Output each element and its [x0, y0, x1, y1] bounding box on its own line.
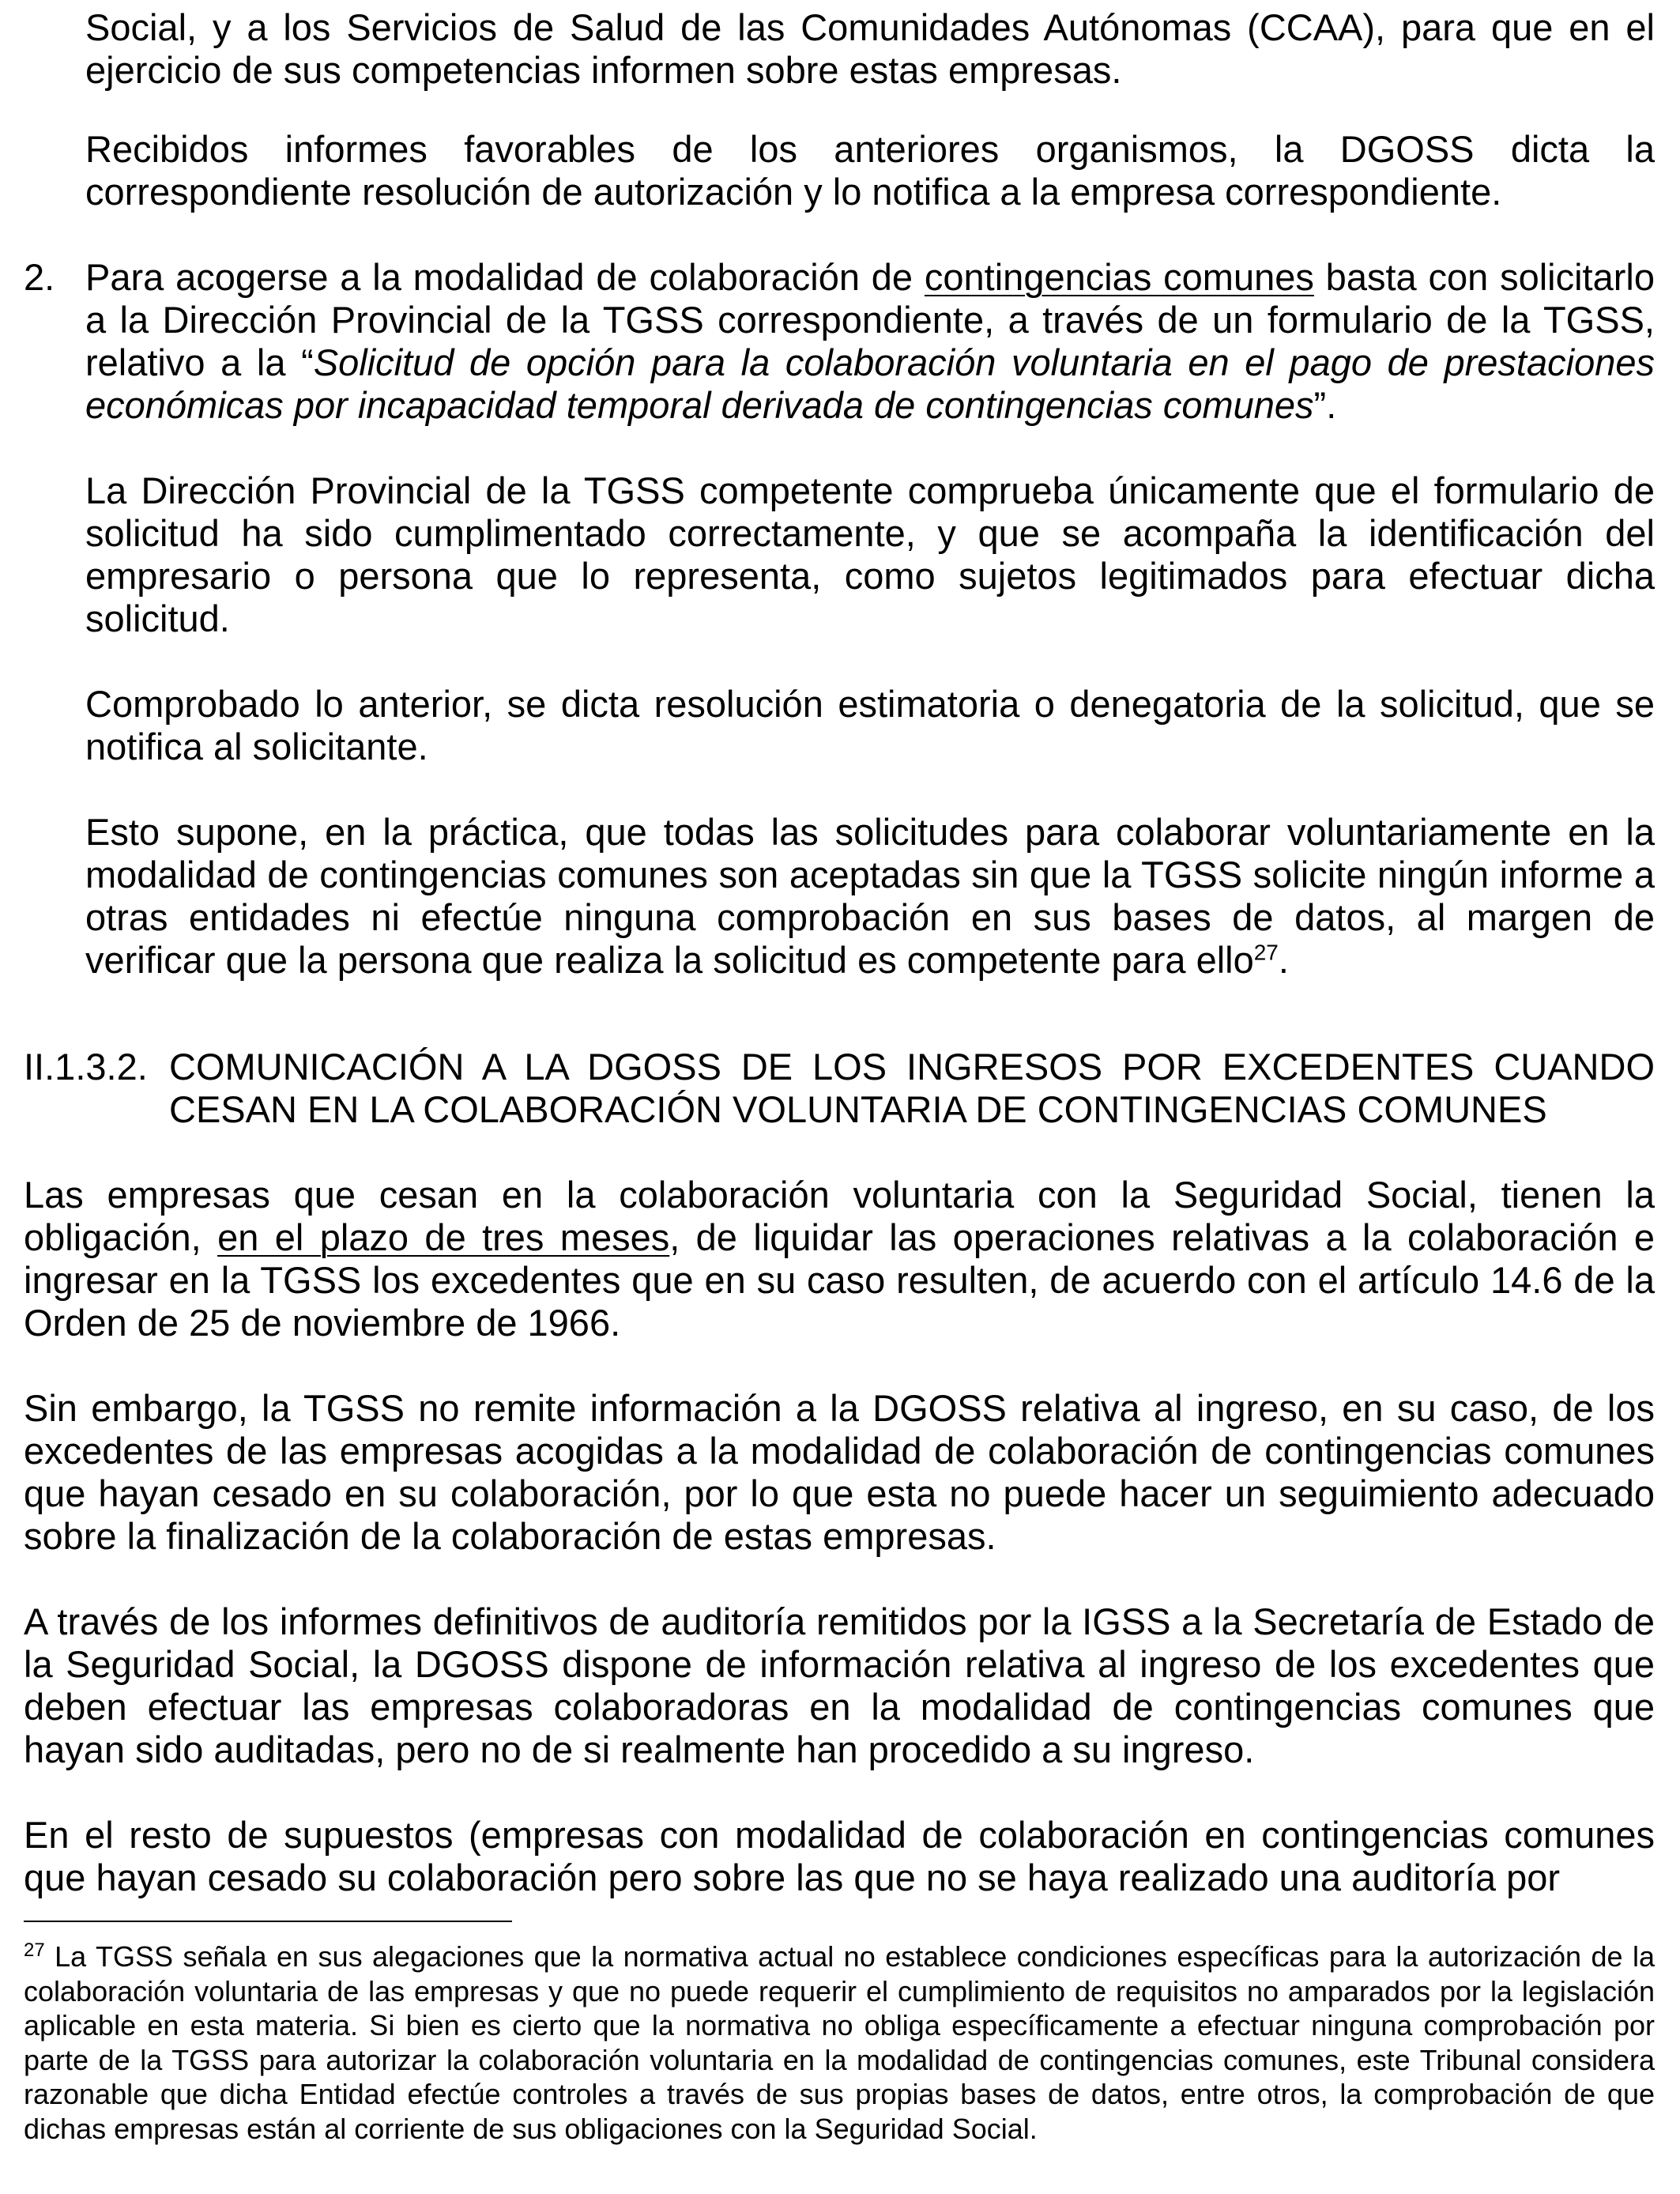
paragraph-cessation-obligation — [24, 1174, 1655, 1344]
item2-text-middle: basta con solicitarlo a la Dirección Provincial de la TGSS correspondiente, a través de un formulario de la TGSS, relativo a la “ — [85, 256, 1655, 383]
section-number: II.1.3.2. — [24, 1046, 148, 1088]
footnote-27 — [24, 1940, 1655, 2146]
section-heading: COMUNICACIÓN A LA DGOSS DE LOS INGRESOS POR EXCEDENTES CUANDO CESAN EN LA COLABORACIÓN VOLUNTARIA DE CONTINGENCIAS COMUNES — [169, 1046, 1655, 1130]
paragraph-resolution-notified: Comprobado lo anterior, se dicta resolución estimatoria o denegatoria de la solicitud, que se notifica al solicitante. — [85, 683, 1655, 767]
paragraph-remaining-cases: En el resto de supuestos (empresas con modalidad de colaboración en contingencias comunes que hayan cesado su colaboración pero sobre las que no se haya realizado una auditoría por — [24, 1814, 1655, 1898]
cessation-text-end: , de liquidar las operaciones relativas a la colaboración e ingresar en la TGSS los excedentes que en su caso resulten, de acuerdo con el artículo 14.6 de la Orden de 25 de noviembre de 1966. — [24, 1216, 1655, 1344]
paragraph-practice-consequence — [85, 811, 1655, 982]
item2-text-start: Para acogerse a la modalidad de colaboración de — [85, 256, 925, 298]
practice-text-end: . — [1278, 939, 1289, 981]
cessation-text-start: Las empresas que cesan en la colaboración voluntaria con la Seguridad Social, tienen la obligación, — [24, 1174, 1655, 1258]
footnote-mark: 27 — [24, 1940, 45, 1961]
underlined-three-months: en el plazo de tres meses — [217, 1216, 670, 1258]
paragraph-item-2 — [85, 256, 1655, 427]
paragraph-dgoss-resolution: Recibidos informes favorables de los anteriores organismos, la DGOSS dicta la correspondiente resolución de autorización y lo notifica a la empresa correspondiente. — [85, 128, 1655, 213]
footnote-text: La TGSS señala en sus alegaciones que la normativa actual no establece condiciones específicas para la autorización de la colaboración voluntaria de las empresas y que no puede requerir el cumplimiento de requisitos no amparados por la legislación aplicable en esta materia. Si bien es cierto que la normativa no obliga específicamente a efectuar ninguna comprobación por parte de la TGSS para autorizar la colaboración voluntaria en la modalidad de contingencias comunes, este Tribunal considera razonable que dicha Entidad efectúe controles a través de sus propias bases de datos, entre otros, la comprobación de que dichas empresas están al corriente de sus obligaciones con la Seguridad Social. — [24, 1940, 1655, 2145]
item2-text-end: ”. — [1313, 384, 1337, 426]
paragraph-audit-reports: A través de los informes definitivos de auditoría remitidos por la IGSS a la Secretaría de Estado de la Seguridad Social, la DGOSS dispone de información relativa al ingreso de los excedentes que deben efectuar las empresas colaboradoras en la modalidad de contingencias comunes que hayan sido auditadas, pero no de si realmente han procedido a su ingreso. — [24, 1600, 1655, 1770]
underlined-contingencias-comunes: contingencias comunes — [924, 256, 1314, 298]
footnote-reference-27: 27 — [1253, 940, 1279, 965]
paragraph-intro-continued: Social, y a los Servicios de Salud de las Comunidades Autónomas (CCAA), para que en el ejercicio de sus competencias informen sobre estas empresas. — [85, 6, 1655, 91]
italic-form-title: Solicitud de opción para la colaboración voluntaria en el pago de prestaciones económicas por incapacidad temporal derivada de contingencias comunes — [85, 341, 1655, 426]
paragraph-tgss-no-information: Sin embargo, la TGSS no remite información a la DGOSS relativa al ingreso, en su caso, de los excedentes de las empresas acogidas a la modalidad de colaboración de contingencias comunes que hayan cesado en su colaboración, por lo que esta no puede hacer un seguimiento adecuado sobre la finalización de la colaboración de estas empresas. — [24, 1387, 1655, 1557]
paragraph-provincial-check: La Dirección Provincial de la TGSS competente comprueba únicamente que el formulario de solicitud ha sido cumplimentado correctamente, y que se acompaña la identificación del empresario o persona que lo representa, como sujetos legitimados para efectuar dicha solicitud. — [85, 469, 1655, 639]
footnote-separator — [24, 1921, 512, 1922]
list-number-2: 2. — [24, 256, 55, 298]
practice-text: Esto supone, en la práctica, que todas las solicitudes para colaborar voluntariamente en la modalidad de contingencias comunes son aceptadas sin que la TGSS solicite ningún informe a otras entidades ni efectúe ninguna comprobación en sus bases de datos, al margen de verificar que la persona que realiza la solicitud es competente para ello — [85, 811, 1655, 981]
